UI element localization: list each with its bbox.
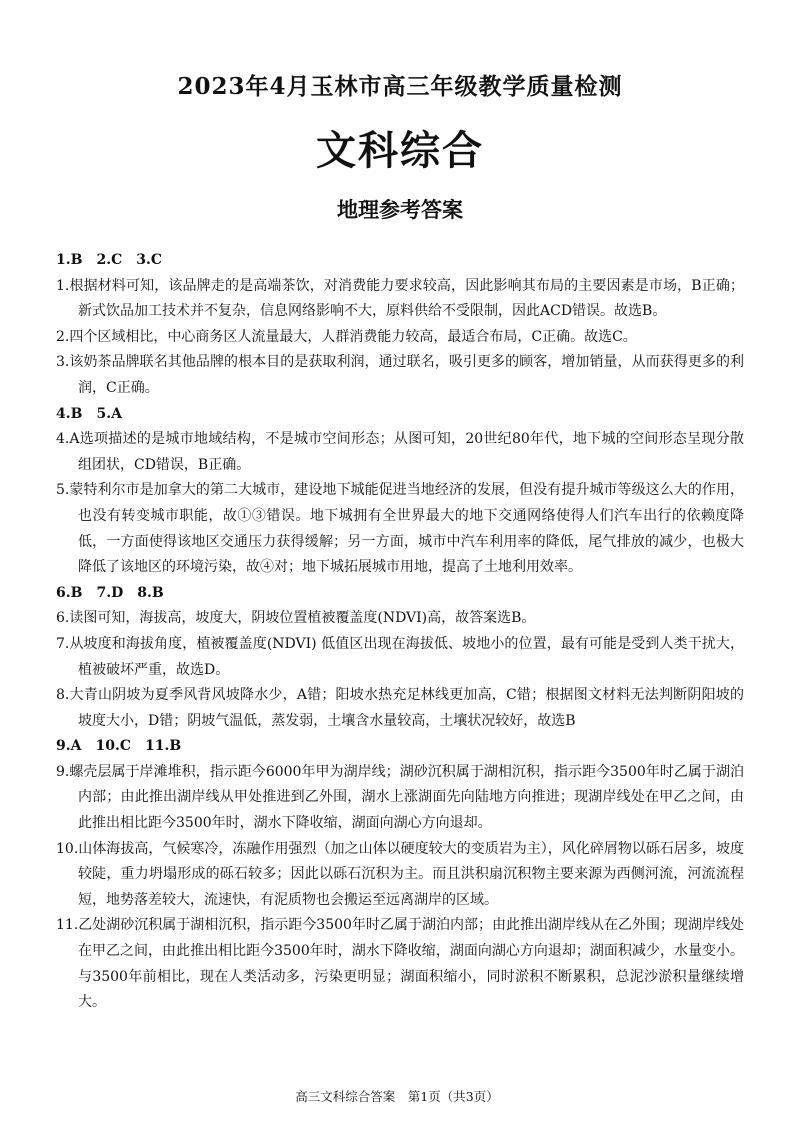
- answer-content: [56, 248, 744, 1016]
- answer-group-1-3: 1.B 2.C 3.C: [56, 252, 162, 268]
- subject-title: 文科综合: [316, 128, 484, 174]
- explanation-9: 9.螺壳层属于岸滩堆积，指示距今6000年甲为湖岸线；湖砂沉积属于湖相沉积，指示距今3500年时乙属于湖泊内部；由此推出湖岸线从甲处推进到乙外围，湖水上涨湖面先向陆地方向推进；现湖岸线处在甲乙之间，由此推出相比距今3500年时，湖水下降收缩，湖面向湖心方向退却。: [56, 763, 744, 832]
- page-footer: 高三文科综合答案 第1页（共3页）: [295, 1089, 499, 1104]
- explanation-7: 7.从坡度和海拔角度，植被覆盖度(NDVI) 低值区出现在海拔低、坡地小的位置，最有可能是受到人类干扰大，植被破坏严重，故选D。: [56, 635, 744, 678]
- explanation-5: 5.蒙特利尔市是加拿大的第二大城市，建设地下城能促进当地经济的发展，但没有提升城市等级这么大的作用，也没有转变城市职能，故①③错误。地下城拥有全世界最大的地下交通网络使得人们汽车出行的依赖度降低，一方面使得该地区交通压力获得缓解；另一方面，城市中汽车利用率的降低，尾气排放的减少，也极大降低了该地区的环境污染，故④对；地下城拓展城市用地，提高了土地利用效率。: [56, 482, 744, 576]
- explanation-2: 2.四个区域相比，中心商务区人流量最大，人群消费能力较高，最适合布局，C正确。故选C。: [56, 328, 637, 345]
- explanation-3: 3.该奶茶品牌联名其他品牌的根本目的是获取利润，通过联名，吸引更多的顾客，增加销量，从而获得更多的利润，C正确。: [56, 354, 744, 396]
- answer-group-6-8: 6.B 7.D 8.B: [56, 584, 164, 601]
- exam-title: 2023年4月玉林市高三年级教学质量检测: [177, 73, 623, 100]
- explanation-6: 6.读图可知，海拔高，坡度大，阴坡位置植被覆盖度(NDVI)高，故答案选B。: [56, 610, 536, 627]
- explanation-11: 11.乙处湖砂沉积属于湖相沉积，指示距今3500年时乙属于湖泊内部；由此推出湖岸线从在乙外围；现湖岸线处在甲乙之间，由此推出相比距今3500年时，湖水下降收缩，湖面向湖心方向退却；湖面积减少，水量变小。与3500年前相比，现在人类活动多，污染更明显；湖面积缩小，同时淤积不断累积，总泥沙淤积量继续增大。: [56, 917, 744, 1011]
- answer-key-title: 地理参考答案: [337, 198, 463, 222]
- explanation-10: 10.山体海拔高，气候寒冷，冻融作用强烈（加之山体以硬度较大的变质岩为主），风化碎屑物以砾石居多，坡度较陡，重力坍塌形成的砾石较多；因此以砾石沉积为主。而且洪积扇沉积物主要来源为西侧河流，河流流程短，地势落差较大，流速快，有泥质物也会搬运至远离湖岸的区域。: [56, 840, 744, 908]
- explanation-1: 1.根据材料可知，该品牌走的是高端茶饮，对消费能力要求较高，因此影响其布局的主要因素是市场，B正确；新式饮品加工技术并不复杂，信息网络影响不大，原料供给不受限制，因此ACD错误。故选B。: [56, 277, 744, 320]
- answer-group-4-5: 4.B 5.A: [56, 405, 122, 422]
- explanation-8: 8.大青山阴坡为夏季风背风坡降水少，A错；阳坡水热充足林线更加高，C错；根据图文材料无法判断阴阳坡的坡度大小，D错；阴坡气温低，蒸发弱，土壤含水量较高，土壤状况较好，故选B: [56, 687, 744, 729]
- explanation-4: 4.A选项描述的是城市地域结构，不是城市空间形态；从图可知，20世纪80年代，地下城的空间形态呈现分散组团状，CD错误，B正确。: [56, 431, 744, 473]
- answer-group-9-11: 9.A 10.C 11.B: [56, 738, 182, 755]
